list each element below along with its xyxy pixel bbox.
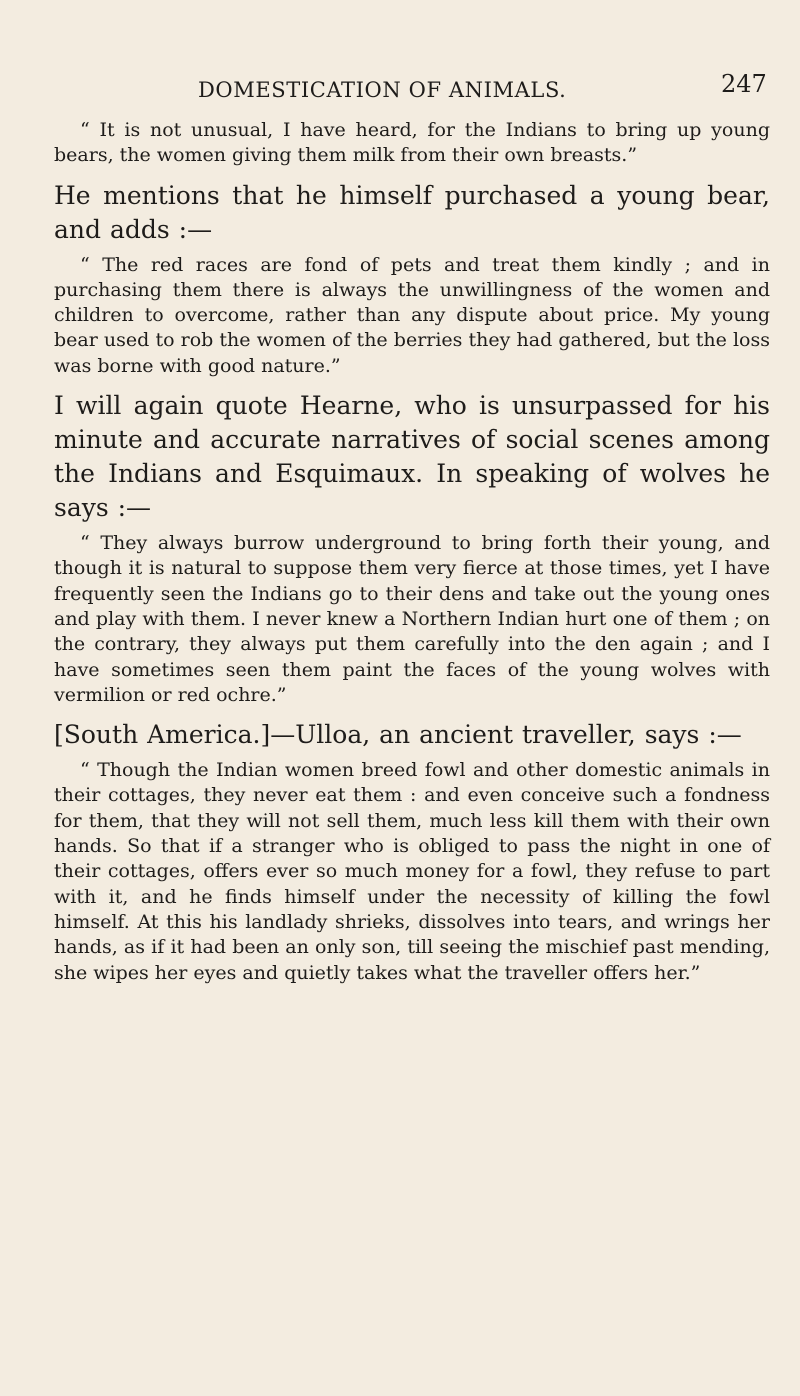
quote-red-races-pets: “ The red races are fond of pets and treat them kindly ; and in purchasing them there is always the unwillingness of the women and children to overcome, rather than any dispute about price. My young bear used to rob the women of the berries they had gathered, but the loss was borne with good nature.” xyxy=(54,253,770,377)
paragraph-ulloa: [South America.]—Ulloa, an ancient traveller, says :— xyxy=(54,720,742,750)
page-body xyxy=(54,118,770,986)
quote-wolves: “ They always burrow underground to bring forth their young, and though it is natural to suppose them very fierce at those times, yet I have frequently seen the Indians go to their dens and take out the young ones and play with them. I never knew a Northern Indian hurt one of them ; on the contrary, they always put them carefully into the den again ; and I have sometimes seen them paint the faces of the young wolves with vermilion or red ochre.” xyxy=(54,532,770,706)
page-number: 247 xyxy=(721,70,767,98)
paragraph-purchased-bear: He mentions that he himself purchased a young bear, and adds :— xyxy=(54,180,770,244)
paragraph-hearne: I will again quote Hearne, who is unsurpassed for his minute and accurate narratives of social scenes among the Indians and Esquimaux. In speaking of wolves he says :— xyxy=(54,391,770,523)
running-title: DOMESTICATION OF ANIMALS. xyxy=(198,78,567,102)
page-header xyxy=(0,70,800,112)
quote-young-bears: “ It is not unusual, I have heard, for the Indians to bring up young bears, the women giving them milk from their own breasts.” xyxy=(54,119,770,167)
quote-indian-fowl: “ Though the Indian women breed fowl and other domestic animals in their cottages, they never eat them : and even conceive such a fondness for them, that they will not sell them, much less kill them with their own hands. So that if a stranger who is obliged to pass the night in one of their cottages, offers ever so much money for a fowl, they refuse to part with it, and he finds himself under the necessity of killing the fowl himself. At this his landlady shrieks, dissolves into tears, and wrings her hands, as if it had been an only son, till seeing the mischief past mending, she wipes her eyes and quietly takes what the traveller offers her.” xyxy=(54,759,770,984)
